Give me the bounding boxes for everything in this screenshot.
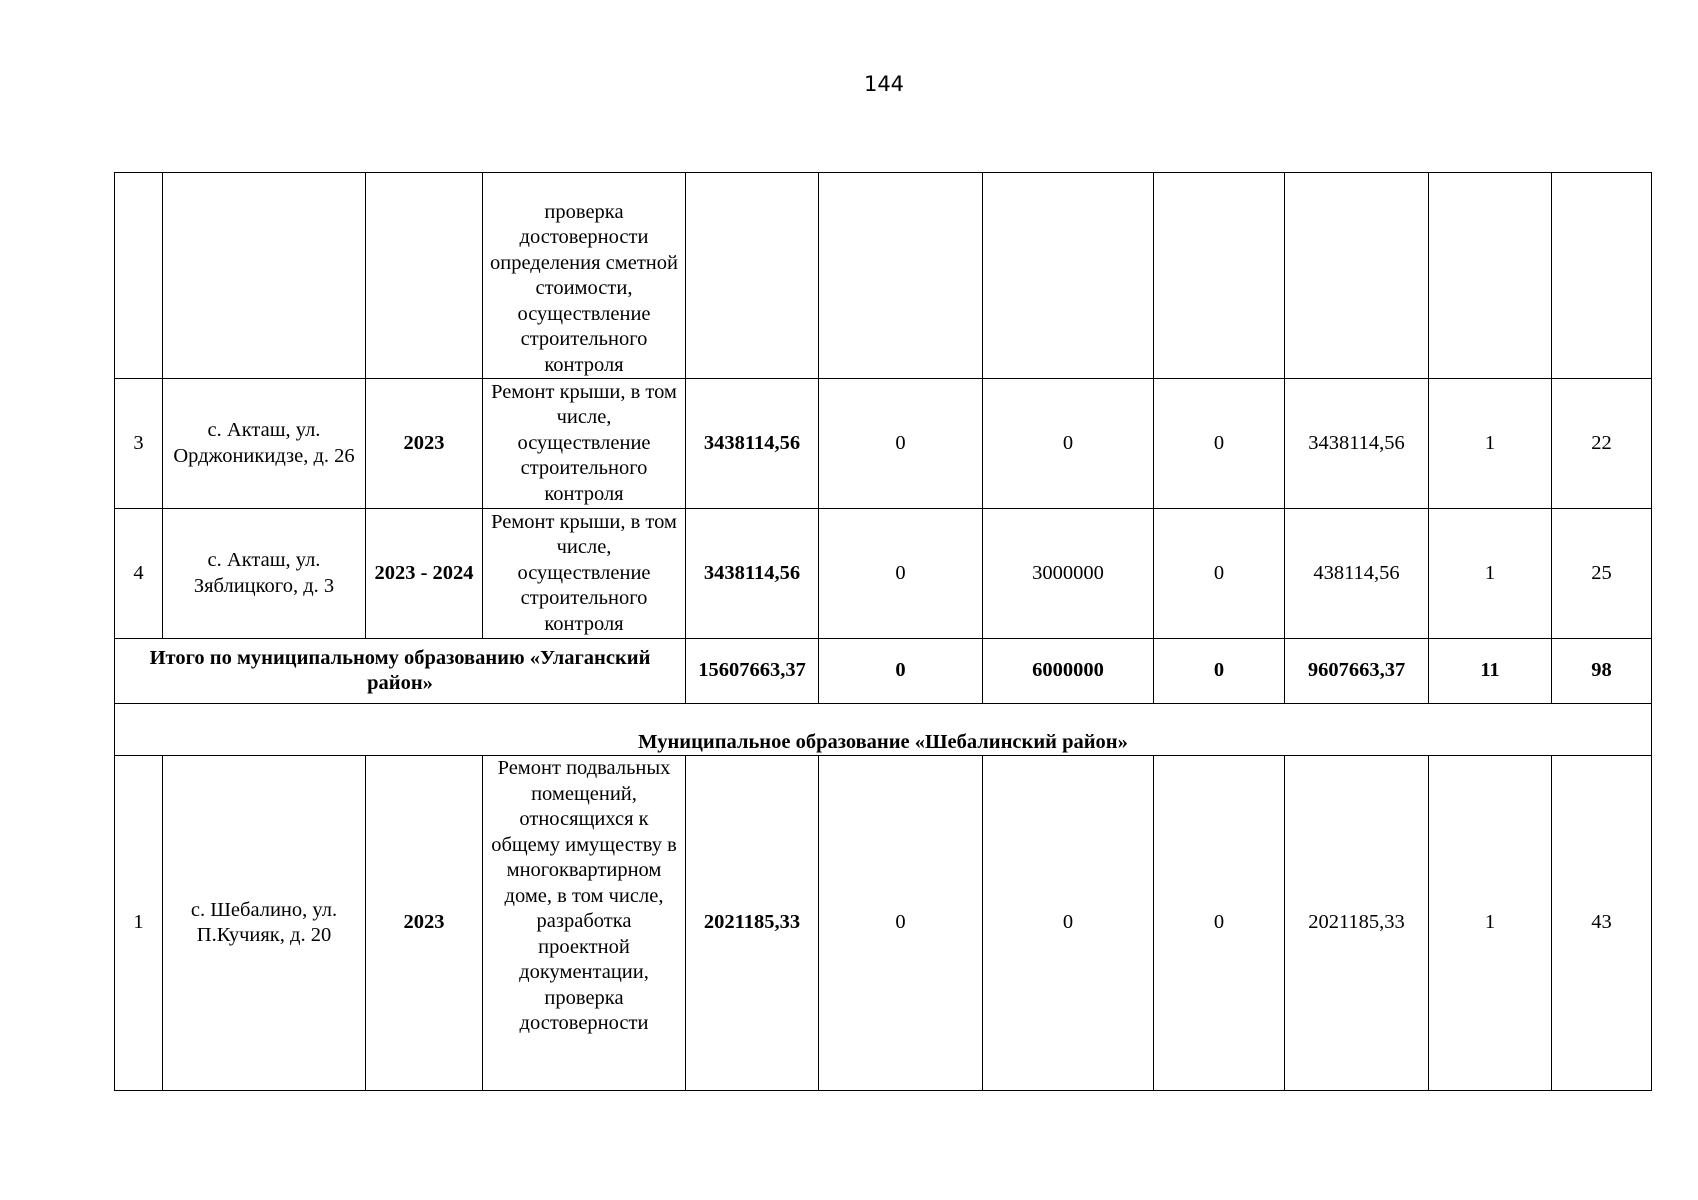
table-row-continuation: [115, 173, 1652, 379]
cell-total-cost: 2021185,33: [686, 756, 819, 1091]
table-row: [115, 756, 1652, 1091]
cell-fund-4: 2021185,33: [1285, 756, 1429, 1091]
cell-year: 2023: [366, 379, 483, 509]
cell-fund-3: 0: [1154, 379, 1285, 509]
page-number: 144: [863, 72, 905, 96]
cell-fund-4: 3438114,56: [1285, 379, 1429, 509]
cell-fund-2: 3000000: [983, 509, 1154, 639]
table-row: [115, 379, 1652, 509]
cell-total-cost: [686, 173, 819, 379]
cell-address: с. Акташ, ул. Зяблицкого, д. 3: [163, 509, 366, 639]
cell-count: 1: [1429, 379, 1552, 509]
cell-fund-4: 438114,56: [1285, 509, 1429, 639]
subtotal-row: [115, 639, 1652, 704]
cell-number: 3: [115, 379, 163, 509]
cell-fund-2: [983, 173, 1154, 379]
section-title: Муниципальное образование «Шебалинский район»: [115, 704, 1652, 756]
table-row: [115, 509, 1652, 639]
cell-total-cost: 3438114,56: [686, 379, 819, 509]
cell-work-type: Ремонт подвальных помещений, относящихся к общему имуществу в многоквартирном доме, в том числе, разработка проектной документации, проверка достоверности: [483, 756, 686, 1091]
cell-work-type: Ремонт крыши, в том числе, осуществление строительного контроля: [483, 379, 686, 509]
cell-year: 2023: [366, 756, 483, 1091]
cell-number: 4: [115, 509, 163, 639]
subtotal-value: 98: [1552, 639, 1652, 704]
cell-count: [1429, 173, 1552, 379]
cell-fund-3: 0: [1154, 756, 1285, 1091]
cell-work-type: Ремонт крыши, в том числе, осуществление строительного контроля: [483, 509, 686, 639]
cell-address: [163, 173, 366, 379]
cell-total-cost: 3438114,56: [686, 509, 819, 639]
cell-value: 25: [1552, 509, 1652, 639]
subtotal-total-cost: 15607663,37: [686, 639, 819, 704]
cell-count: 1: [1429, 756, 1552, 1091]
cell-number: 1: [115, 756, 163, 1091]
cell-value: 43: [1552, 756, 1652, 1091]
cell-fund-1: 0: [819, 379, 983, 509]
cell-year: [366, 173, 483, 379]
cell-year: 2023 - 2024: [366, 509, 483, 639]
capital-repair-table: [114, 172, 1652, 1091]
cell-value: [1552, 173, 1652, 379]
cell-fund-1: 0: [819, 756, 983, 1091]
subtotal-fund-2: 6000000: [983, 639, 1154, 704]
cell-fund-2: 0: [983, 756, 1154, 1091]
cell-fund-4: [1285, 173, 1429, 379]
subtotal-fund-3: 0: [1154, 639, 1285, 704]
cell-fund-1: [819, 173, 983, 379]
cell-fund-3: [1154, 173, 1285, 379]
cell-count: 1: [1429, 509, 1552, 639]
subtotal-fund-4: 9607663,37: [1285, 639, 1429, 704]
cell-fund-1: 0: [819, 509, 983, 639]
cell-work-type: проверка достоверности определения сметной стоимости, осуществление строительного контроля: [483, 173, 686, 379]
cell-fund-2: 0: [983, 379, 1154, 509]
cell-number: [115, 173, 163, 379]
section-header-row: [115, 704, 1652, 756]
subtotal-label: Итого по муниципальному образованию «Улаганский район»: [115, 639, 686, 704]
cell-fund-3: 0: [1154, 509, 1285, 639]
cell-address: с. Акташ, ул. Орджоникидзе, д. 26: [163, 379, 366, 509]
cell-address: с. Шебалино, ул. П.Кучияк, д. 20: [163, 756, 366, 1091]
subtotal-count: 11: [1429, 639, 1552, 704]
cell-value: 22: [1552, 379, 1652, 509]
subtotal-fund-1: 0: [819, 639, 983, 704]
